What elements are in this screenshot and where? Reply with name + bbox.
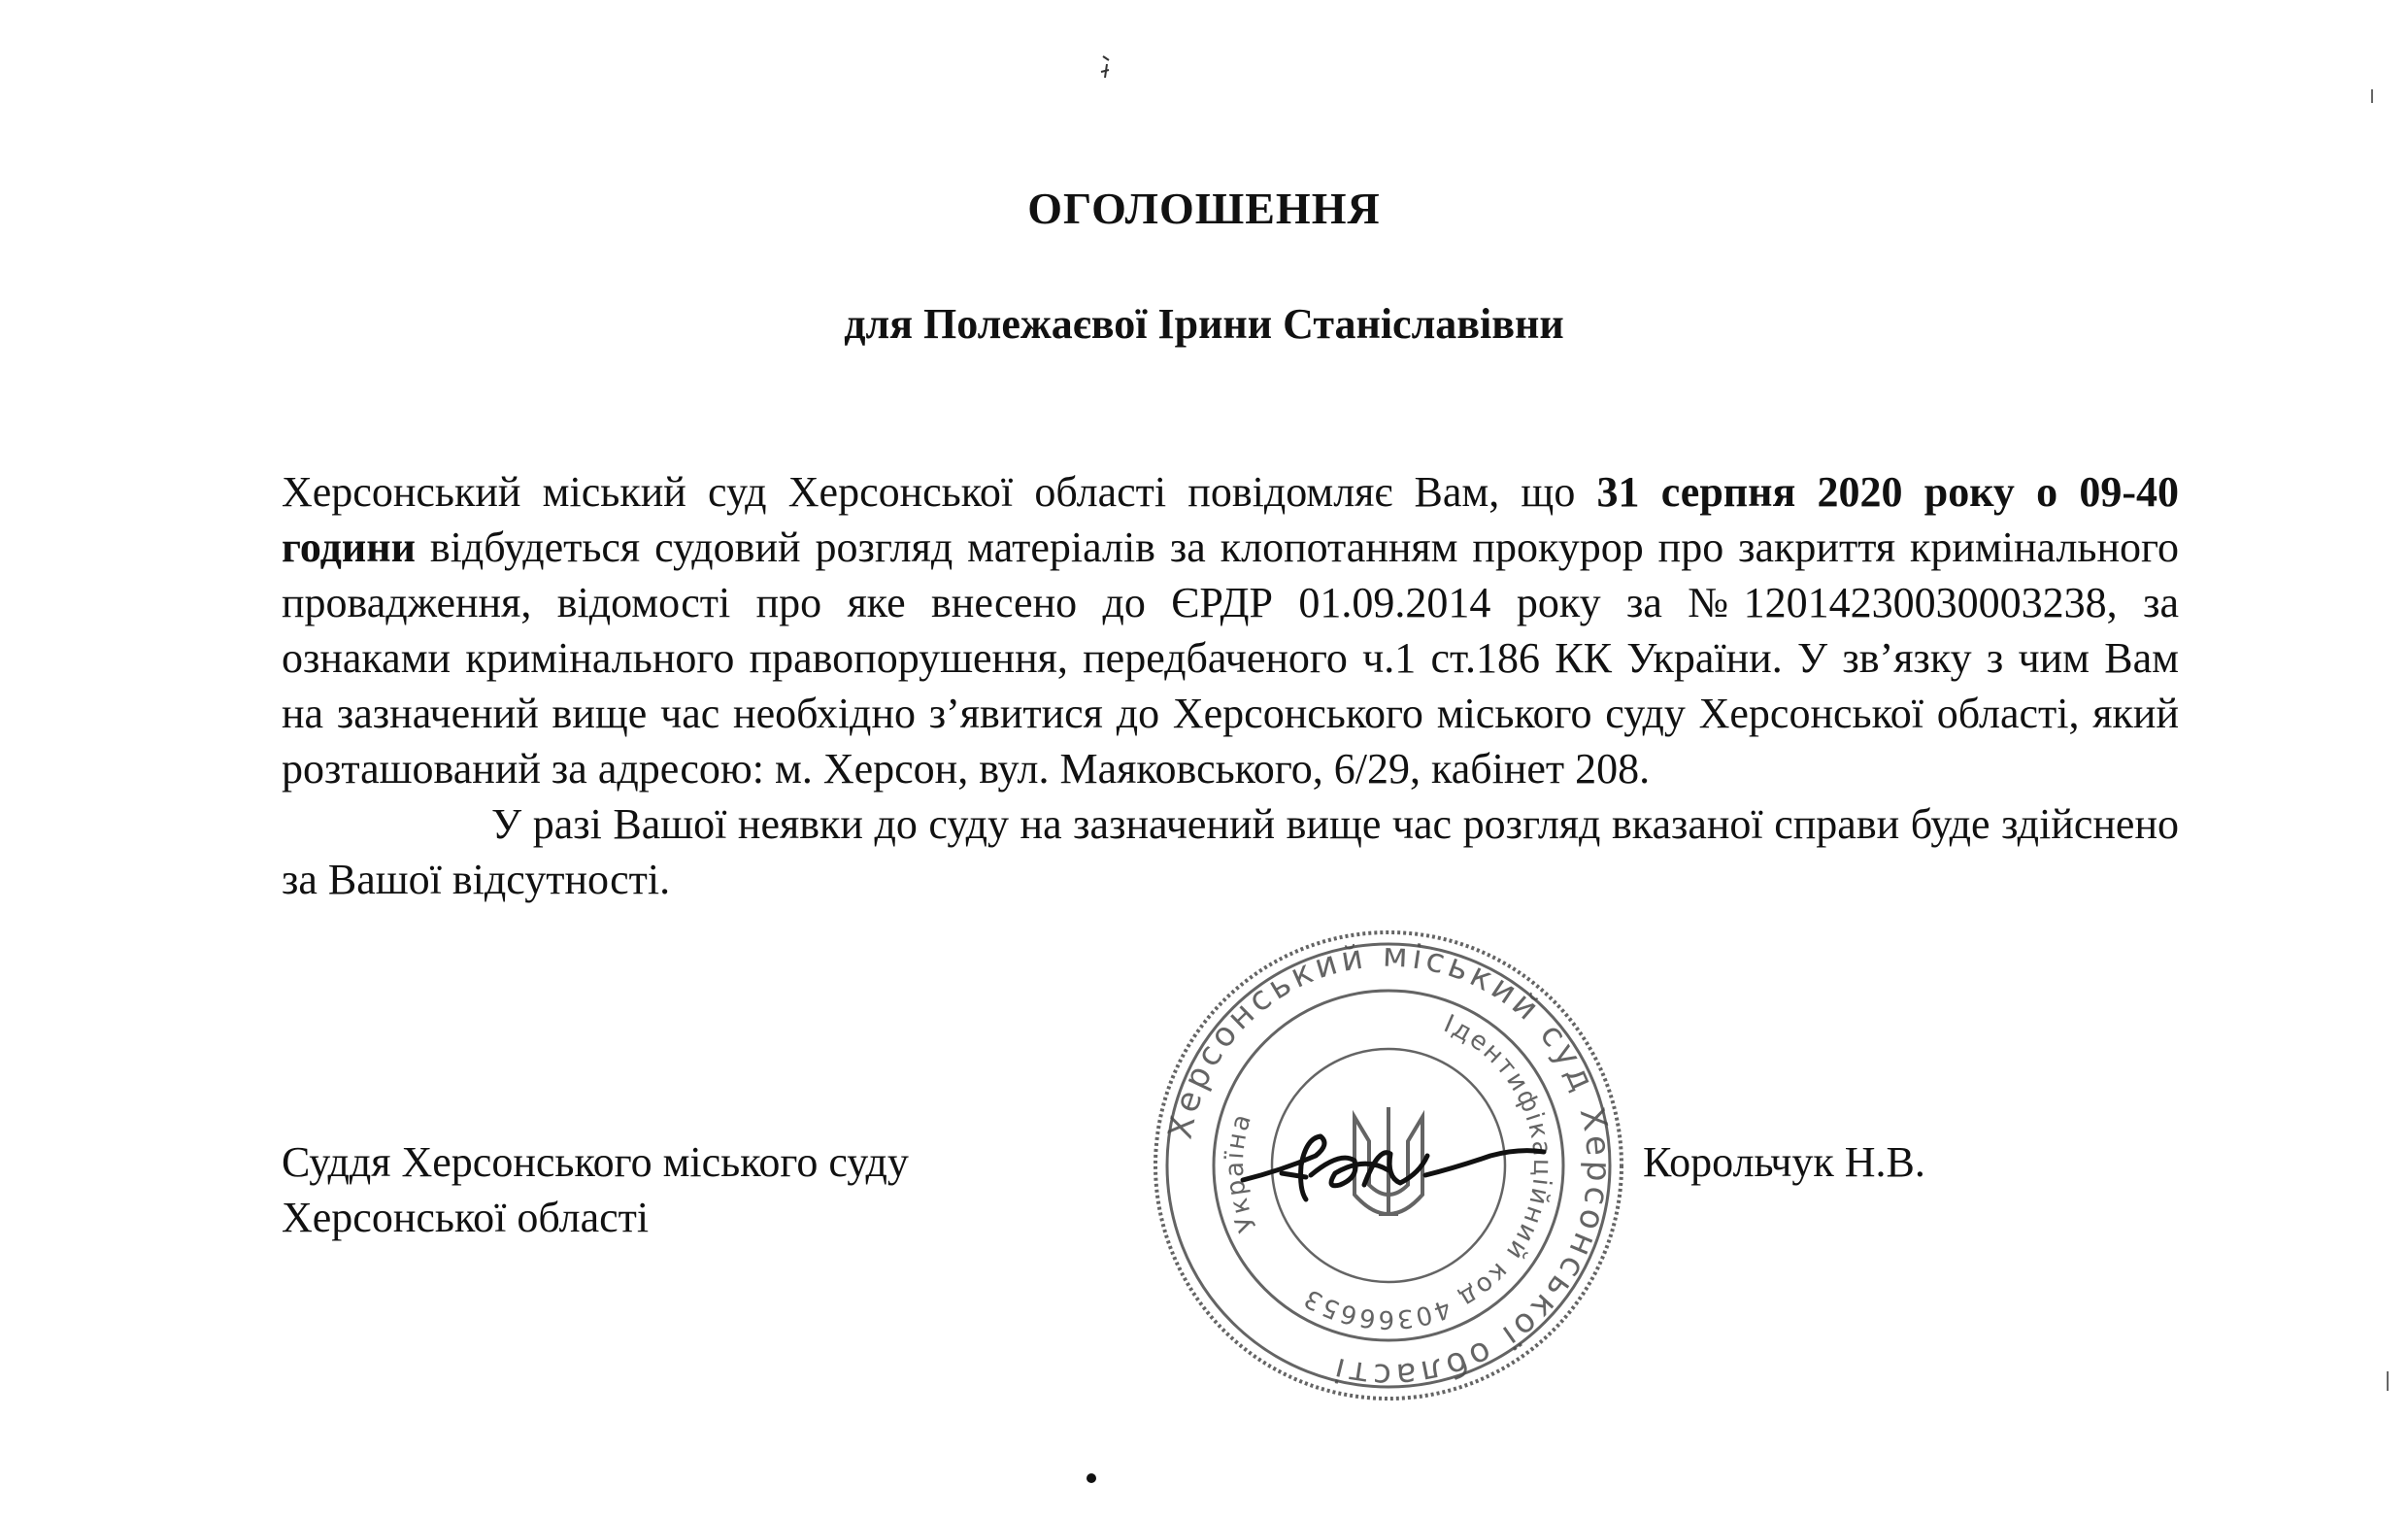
signature-position [282, 1134, 909, 1245]
paragraph-absence [282, 796, 2179, 907]
hearing-datetime: 31 серпня 2020 року о 09-40 години [282, 468, 2179, 571]
scan-mark [2369, 87, 2375, 107]
handwritten-signature [1243, 1136, 1544, 1199]
judge-name: Корольчук Н.В. [1643, 1138, 1925, 1186]
seal-outer-text: Херсонський міський суд Херсонської області [1160, 935, 1619, 1396]
announcement-body [282, 464, 2179, 907]
addressee-line: для Полежаєвої Ірини Станіславівни [844, 300, 1564, 348]
notice-text-rest: відбудеться судовий розгляд матеріалів за клопотанням прокурор про закриття кримінального провадження, відомості про яке внесено до ЄРДР 01.09.2014 року за №12014230030003238, за ознаками кримінального правопорушення, передбаченого ч.1 ст.186 КК України. У зв’язку з чим Вам на зазначений вище час необхідно з’явитися до Херсонського міського суду Херсонської області, який розташований за адресою: м. Херсон, вул. Маяковського, 6/29, кабінет 208. [282, 523, 2179, 793]
paragraph-notice [282, 464, 2179, 796]
scan-mark [2385, 1369, 2391, 1395]
seal-country-text: Україна [1220, 1109, 1263, 1236]
document-title: ОГОЛОШЕННЯ [1027, 184, 1381, 233]
scan-dot [1084, 1470, 1099, 1486]
seal-inner-text: Ідентифікаційний код 40366653 [1297, 1009, 1557, 1334]
position-line-1: Суддя Херсонського міського суду [282, 1138, 909, 1186]
notice-text-start: Херсонський міський суд Херсонської області повідомляє Вам, що [282, 468, 1597, 516]
absence-text: У разі Вашої неявки до суду на зазначений вище час розгляд вказаної справи буде здійснено за Вашої відсутності. [282, 800, 2179, 903]
court-seal-stamp [1136, 923, 1641, 1408]
scan-speck [1097, 51, 1117, 89]
position-line-2: Херсонської області [282, 1194, 650, 1241]
